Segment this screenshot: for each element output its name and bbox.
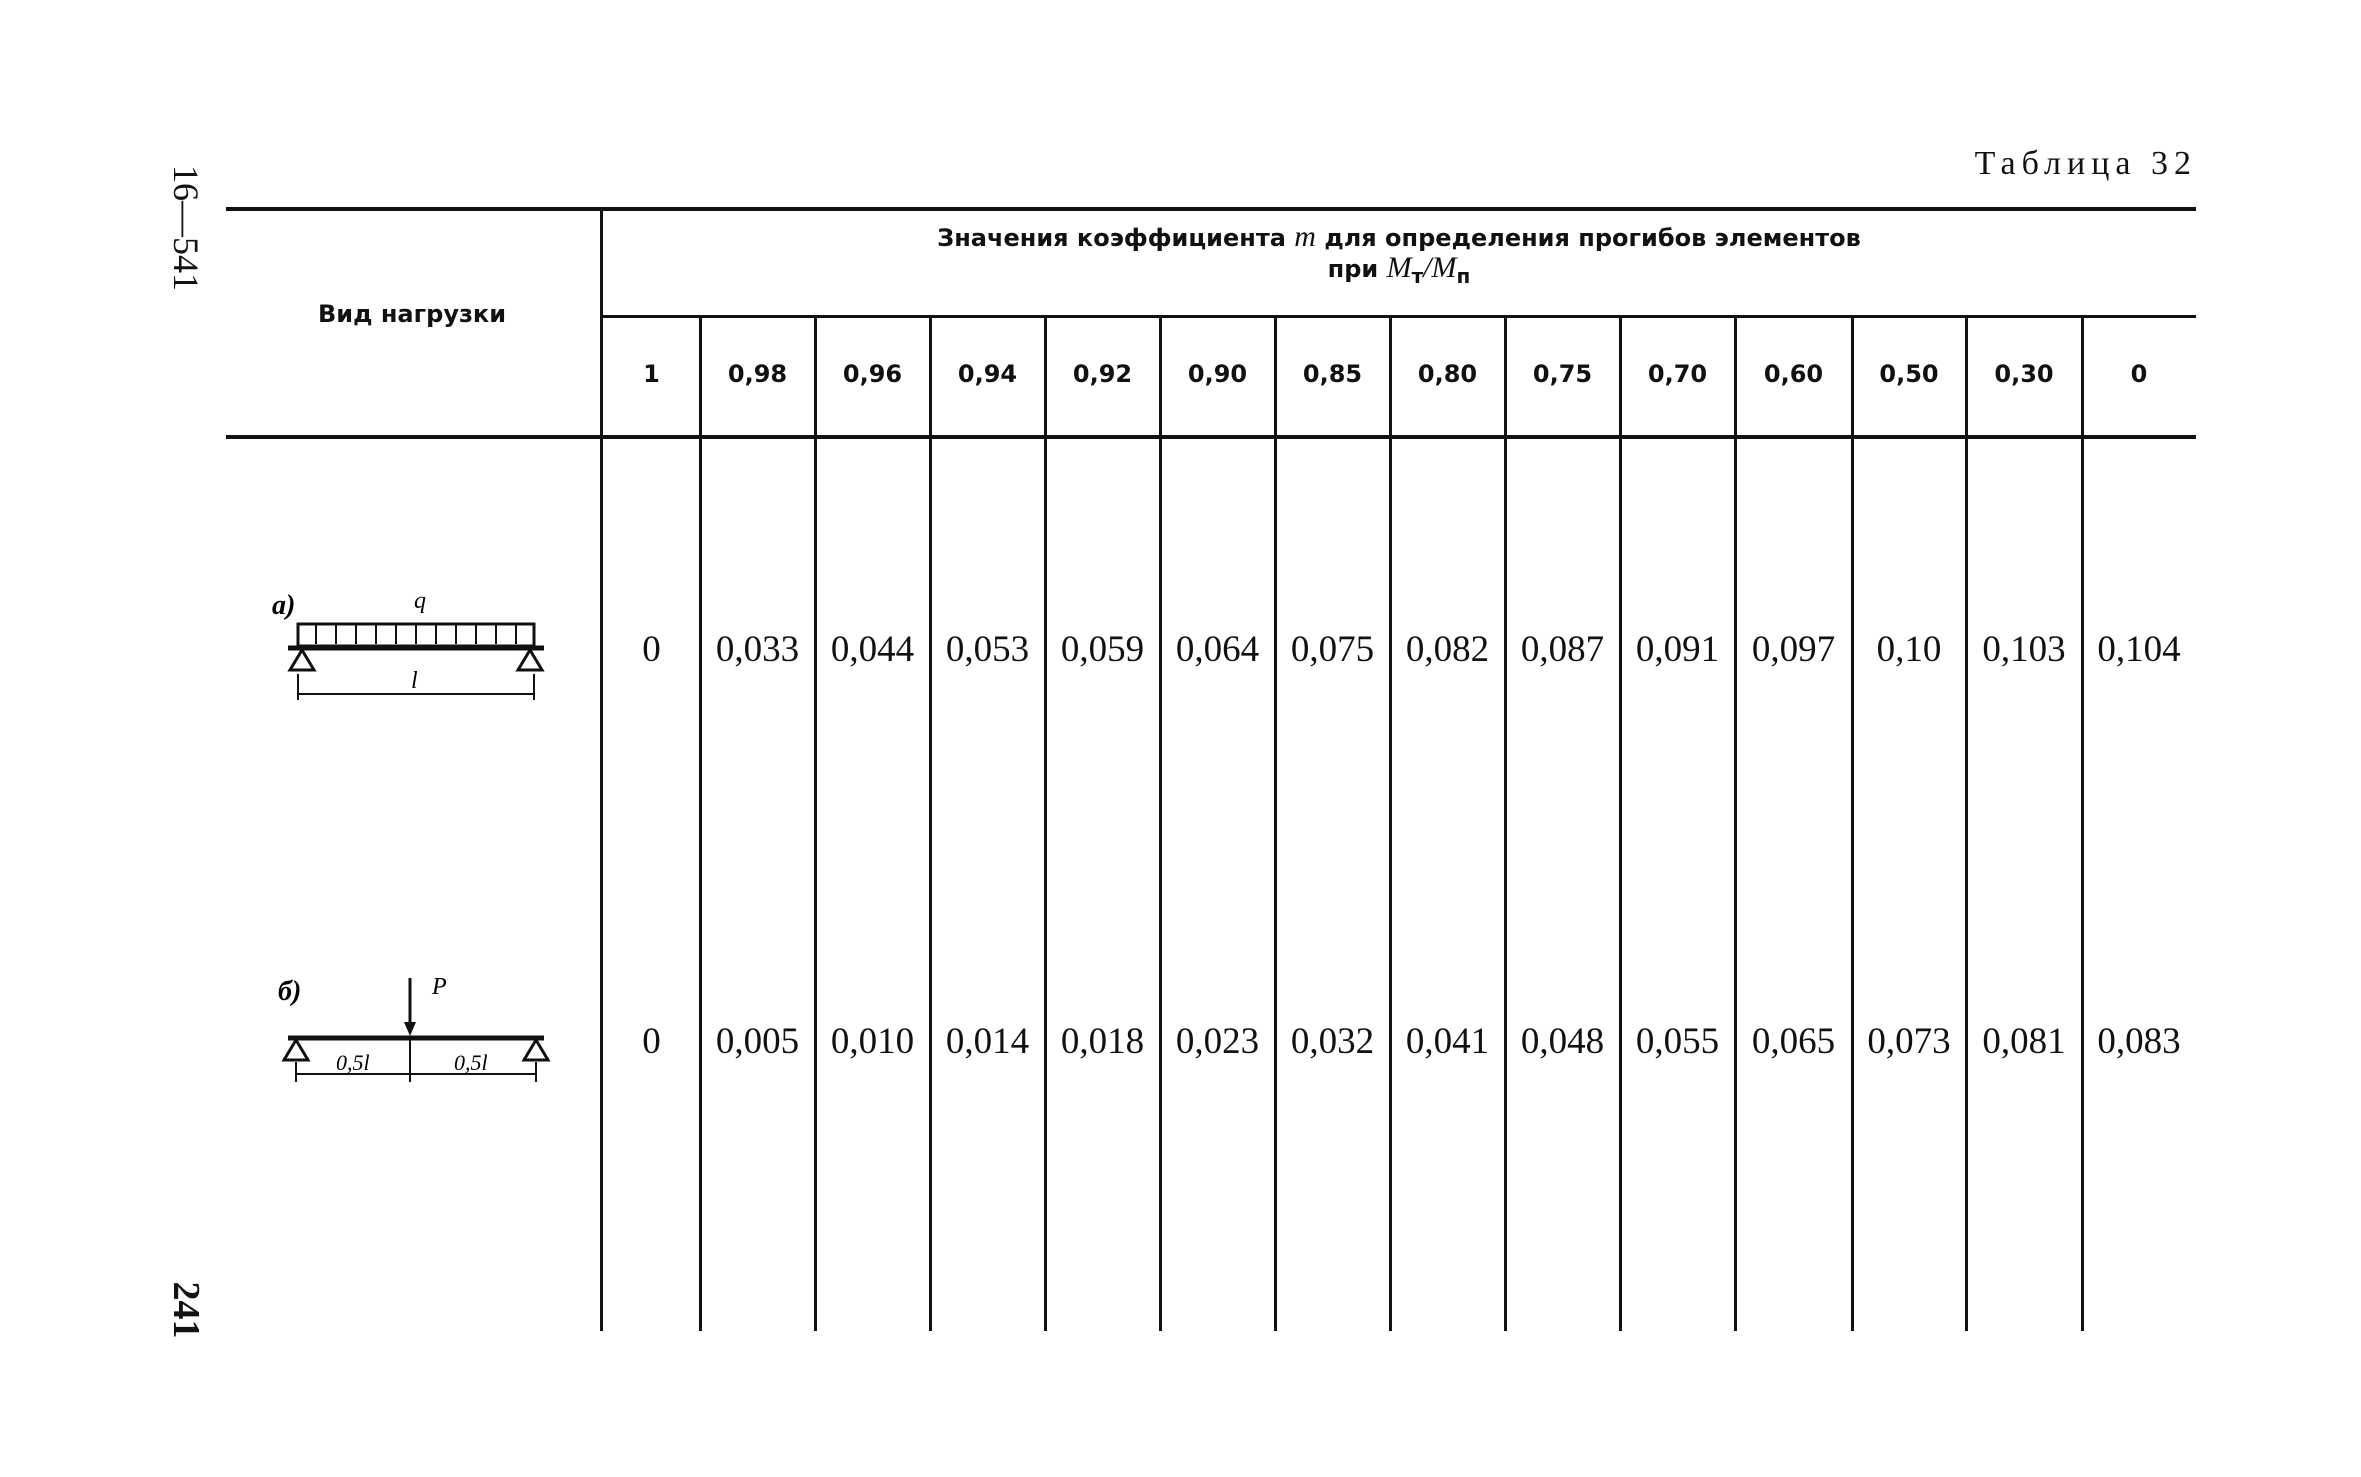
column-separator	[1851, 318, 1854, 1331]
column-header: 0,30	[1994, 360, 2054, 388]
diagram-b-half-left: 0,5l	[336, 1050, 370, 1075]
column-header: 0	[2130, 360, 2148, 388]
ratio-prefix: при	[1327, 255, 1379, 283]
table-cell: 0,023	[1175, 1021, 1260, 1062]
table-cell: 0,091	[1635, 629, 1720, 670]
table-cell: 0,005	[715, 1021, 800, 1062]
diagram-b-label: б)	[278, 976, 302, 1007]
header-bottom-rule	[226, 435, 2196, 439]
table-cell: 0,083	[2097, 1021, 2181, 1062]
column-separator	[1274, 318, 1277, 1331]
column-separator	[814, 318, 817, 1331]
right-support	[518, 650, 542, 670]
table-cell: 0,075	[1290, 629, 1375, 670]
column-header: 0,80	[1417, 360, 1478, 388]
column-header: 0,50	[1879, 360, 1939, 388]
column-separator	[699, 318, 702, 1331]
diagram-a-span: l	[411, 668, 418, 694]
table-cell: 0,033	[715, 629, 800, 670]
coefficient-header	[608, 222, 2190, 291]
side-code-text: 16—541	[166, 165, 206, 291]
diagram-a-label: а)	[272, 590, 296, 621]
page-number	[156, 1270, 216, 1350]
ratio-denominator-sub: п	[1456, 263, 1471, 288]
table-cell: 0,018	[1060, 1021, 1145, 1062]
left-support	[284, 1040, 308, 1060]
diagram-b-half-right: 0,5l	[454, 1050, 488, 1075]
table-cell: 0,048	[1520, 1021, 1605, 1062]
load-arrow-head	[404, 1022, 416, 1036]
table-title: Таблица 32	[1974, 145, 2197, 182]
table-cell: 0,097	[1751, 629, 1836, 670]
table-cell: 0	[642, 1021, 661, 1062]
ratio-slash: /	[1423, 251, 1432, 284]
column-header: 1	[643, 360, 660, 388]
header-sub-rule	[603, 315, 2196, 318]
table-cell: 0,065	[1751, 1021, 1836, 1062]
table-cell: 0,103	[1982, 629, 2066, 670]
column-header: 0,85	[1302, 360, 1363, 388]
column-header: 0,90	[1187, 360, 1248, 388]
column-separator	[2081, 318, 2084, 1331]
left-support	[290, 650, 314, 670]
diagram-a-load: q	[414, 588, 426, 614]
table-cell: 0,082	[1405, 629, 1490, 670]
column-separator	[929, 318, 932, 1331]
table-top-rule	[226, 207, 2196, 211]
right-support	[524, 1040, 548, 1060]
load-arrows	[316, 624, 516, 644]
column-header: 0,60	[1763, 360, 1824, 388]
column-separator	[1389, 318, 1392, 1331]
table-cell: 0,010	[830, 1021, 915, 1062]
column-header: 0,70	[1647, 360, 1708, 388]
column-separator	[1965, 318, 1968, 1331]
diagram-b-load: P	[432, 974, 447, 1000]
coef-symbol: m	[1294, 220, 1316, 253]
table-cell: 0,073	[1867, 1021, 1951, 1062]
coefficient-header-line1	[608, 222, 2190, 253]
table-cell: 0,059	[1060, 629, 1145, 670]
column-separator	[1044, 318, 1047, 1331]
side-code	[156, 158, 216, 298]
coef-label-rest: для определения прогибов элементов	[1324, 224, 1861, 252]
table-cell: 0,044	[830, 629, 915, 670]
column-header: 0,94	[957, 360, 1018, 388]
table-cell: 0,10	[1876, 629, 1942, 670]
column-separator	[1619, 318, 1622, 1331]
table-cell: 0,081	[1982, 1021, 2066, 1062]
column-separator	[1159, 318, 1162, 1331]
table-cell: 0	[642, 629, 661, 670]
column-header: 0,92	[1072, 360, 1133, 388]
table-cell: 0,055	[1635, 1021, 1720, 1062]
table-cell: 0,087	[1520, 629, 1605, 670]
column-header: 0,96	[842, 360, 903, 388]
diagram-point-load	[268, 968, 568, 1098]
column-separator	[1504, 318, 1507, 1331]
table-cell: 0,014	[945, 1021, 1030, 1062]
diagram-uniform-load	[268, 578, 568, 708]
ratio-numerator: M	[1386, 251, 1412, 284]
load-type-header: Вид нагрузки	[317, 300, 507, 328]
page-number-text: 241	[165, 1281, 207, 1339]
column-header: 0,98	[727, 360, 788, 388]
ratio-denominator: M	[1431, 251, 1457, 284]
coefficient-header-line2	[608, 253, 2190, 291]
table-cell: 0,104	[2097, 629, 2181, 670]
table-cell: 0,053	[945, 629, 1030, 670]
column-header: 0,75	[1532, 360, 1593, 388]
ratio-numerator-sub: т	[1411, 263, 1424, 288]
table-cell: 0,064	[1175, 629, 1260, 670]
column-separator	[1734, 318, 1737, 1331]
table-cell: 0,032	[1290, 1021, 1375, 1062]
table-cell: 0,041	[1405, 1021, 1490, 1062]
coef-label: Значения коэффициента	[937, 224, 1286, 252]
